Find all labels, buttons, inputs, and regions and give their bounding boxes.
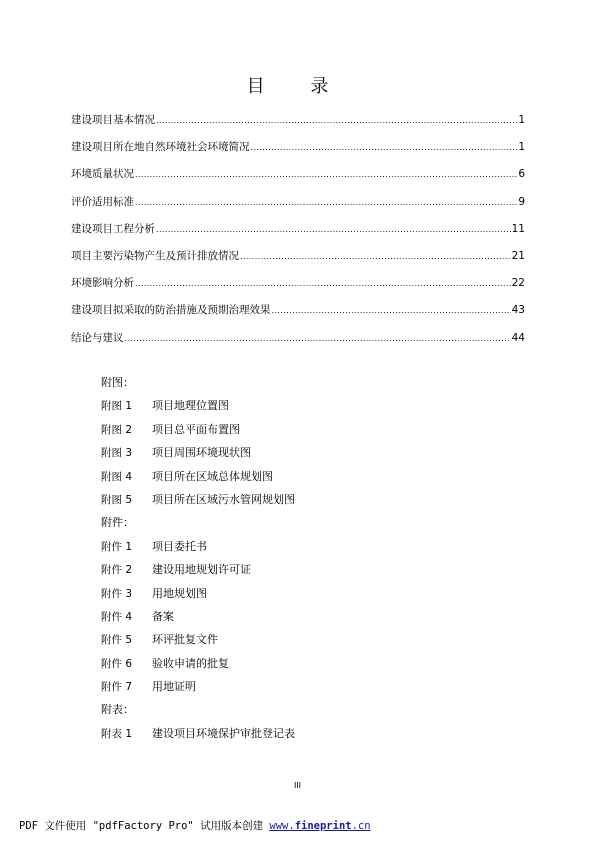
attachment-number: 附件 1 [101, 540, 133, 553]
toc-entry-label: 项目主要污染物产生及预计排放情况 [71, 249, 239, 262]
toc-entry-page: 44 [511, 331, 525, 344]
toc-entry-label: 环境影响分析 [71, 277, 134, 290]
toc-entry-label: 评价适用标准 [71, 195, 134, 208]
figure-number: 附图 2 [101, 423, 133, 436]
figures-heading: 附图： [101, 376, 134, 389]
attachment-number: 附件 4 [101, 610, 133, 623]
attachment-number: 附件 5 [101, 634, 133, 647]
attachment-item [101, 655, 501, 678]
toc-entry-page: 11 [511, 222, 525, 235]
attachment-item [101, 608, 501, 631]
toc-leader-dots [156, 221, 511, 239]
figure-title: 项目所在区域污水管网规划图 [152, 492, 295, 506]
figure-number: 附图 1 [101, 400, 133, 413]
toc-entry[interactable] [71, 165, 525, 192]
attachment-number: 附件 2 [101, 564, 133, 577]
attachment-item [101, 538, 501, 561]
figure-title: 项目地理位置图 [152, 399, 229, 413]
attachments-heading: 附件： [101, 516, 134, 530]
toc-entry-page: 1 [518, 114, 525, 126]
toc-leader-dots [135, 166, 517, 184]
toc-entry[interactable] [71, 193, 525, 220]
link-part-domain: fineprint [294, 820, 352, 832]
figure-title: 项目总平面布置图 [152, 422, 240, 436]
page-number: III [293, 781, 302, 790]
toc-entry[interactable] [71, 274, 525, 301]
toc-leader-dots [135, 275, 511, 293]
toc-entry-label: 结论与建议 [71, 331, 124, 344]
attachment-title: 建设用地规划许可证 [152, 563, 251, 577]
attachment-number: 附件 3 [101, 587, 133, 600]
figure-title: 项目周围环境现状图 [152, 446, 251, 460]
attachment-item [101, 631, 501, 654]
toc-entry[interactable] [71, 329, 525, 356]
attachment-item [101, 585, 501, 608]
link-part-tld: .cn [351, 820, 371, 832]
table-number: 附表 1 [101, 727, 133, 740]
figure-number: 附图 5 [101, 493, 133, 506]
toc-entry[interactable] [71, 111, 525, 138]
fineprint-link[interactable] [269, 820, 370, 832]
toc-entry-page: 21 [511, 249, 525, 262]
toc-entry-label: 建设项目所在地自然环境社会环境简况 [71, 141, 250, 154]
toc-entry-page: 1 [518, 141, 525, 154]
toc-leader-dots [240, 248, 511, 266]
appendix-list [101, 374, 501, 748]
toc-leader-dots [135, 194, 517, 212]
toc-entry-label: 建设项目拟采取的防治措施及预期治理效果 [71, 304, 271, 317]
table-title: 建设项目环境保护审批登记表 [152, 726, 295, 740]
attachment-title: 验收申请的批复 [152, 656, 229, 670]
link-part-www: www. [269, 820, 295, 832]
toc-leader-dots [156, 112, 517, 130]
figure-number: 附图 4 [101, 470, 133, 483]
toc-leader-dots [125, 330, 511, 348]
figure-item [101, 491, 501, 514]
toc-entry-label: 环境质量状况 [71, 168, 134, 181]
attachment-number: 附件 6 [101, 657, 133, 670]
figure-number: 附图 3 [101, 447, 133, 460]
table-item [101, 725, 501, 748]
attachment-item [101, 561, 501, 584]
table-of-contents [71, 111, 525, 356]
figure-item [101, 444, 501, 467]
figure-item [101, 397, 501, 420]
attachment-title: 备案 [152, 609, 174, 623]
toc-entry-label: 建设项目基本情况 [71, 114, 155, 126]
page-title: 目 录 [246, 76, 349, 97]
toc-entry[interactable] [71, 301, 525, 328]
attachment-title: 环评批复文件 [152, 633, 218, 647]
toc-entry-page: 6 [518, 168, 525, 181]
toc-entry[interactable] [71, 247, 525, 274]
toc-leader-dots [272, 302, 511, 320]
attachment-number: 附件 7 [101, 681, 133, 694]
attachment-title: 用地证明 [152, 680, 196, 694]
toc-entry-page: 43 [511, 304, 525, 317]
pdf-footer [19, 818, 371, 833]
toc-entry-page: 9 [518, 195, 525, 208]
toc-leader-dots [251, 139, 518, 157]
toc-entry-label: 建设项目工程分析 [71, 222, 155, 235]
attachment-item [101, 678, 501, 701]
footer-text: PDF 文件使用 "pdfFactory Pro" 试用版本创建 [19, 820, 270, 832]
tables-heading: 附表： [101, 703, 134, 717]
toc-entry-page: 22 [511, 277, 525, 290]
toc-entry[interactable] [71, 138, 525, 165]
toc-entry[interactable] [71, 220, 525, 247]
attachment-title: 用地规划图 [152, 586, 207, 600]
figure-item [101, 468, 501, 491]
attachment-title: 项目委托书 [152, 539, 207, 553]
figure-title: 项目所在区域总体规划图 [152, 469, 273, 483]
figure-item [101, 421, 501, 444]
